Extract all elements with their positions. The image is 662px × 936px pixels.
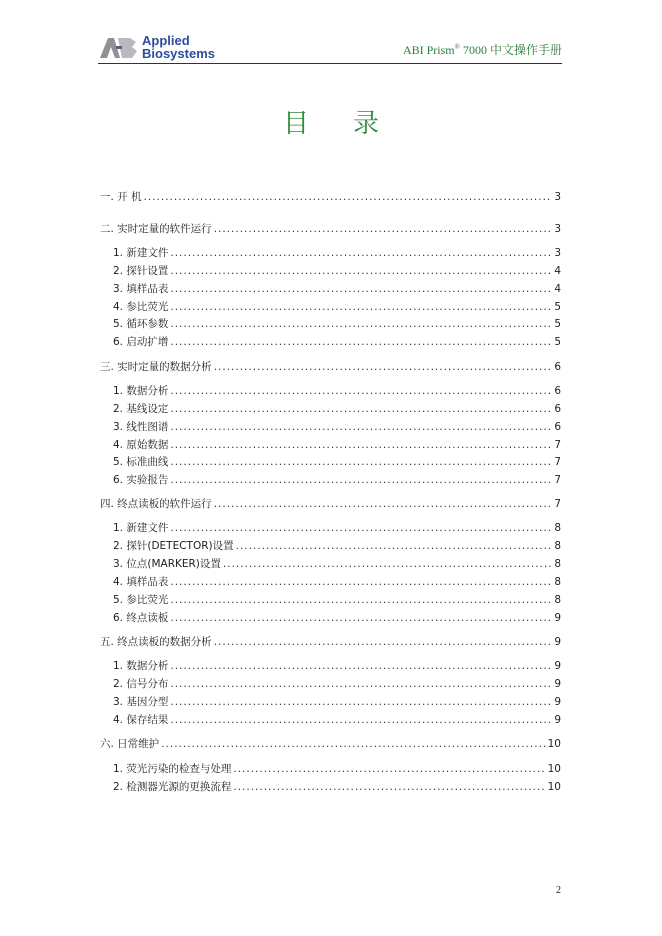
toc-page-number: 8 [554,594,561,606]
toc-page-number: 8 [554,540,561,552]
toc-label: 5. 标准曲线 [113,456,169,468]
toc-label: 5. 参比荧光 [113,594,169,606]
toc-label: 3. 填样品表 [113,283,169,295]
toc-leader-dots [170,264,552,279]
toc-label: 4. 参比荧光 [113,301,169,313]
toc-chapter[interactable] [100,222,561,237]
toc-leader-dots [170,575,552,590]
toc-label: 2. 检测器光源的更换流程 [113,781,232,793]
toc-leader-dots [223,557,552,572]
toc-page-number: 4 [554,283,561,295]
toc-label: 1. 数据分析 [113,660,169,672]
toc-page-number: 5 [554,301,561,313]
toc-label: 6. 终点读板 [113,612,169,624]
toc-page-number: 3 [554,223,561,235]
applied-biosystems-logo [98,33,228,63]
toc-label: 二. 实时定量的软件运行 [100,223,212,235]
toc-leader-dots [170,593,552,608]
toc-section[interactable] [113,384,561,399]
toc-label: 3. 位点(MARKER)设置 [113,558,221,570]
toc-label: 三. 实时定量的数据分析 [100,361,212,373]
toc-leader-dots [170,473,552,488]
toc-leader-dots [214,497,553,512]
toc-section[interactable] [113,557,561,572]
toc-section[interactable] [113,335,561,350]
page-title: 目录 [282,109,423,139]
toc-label: 2. 探针(DETECTOR)设置 [113,540,234,552]
toc-chapter[interactable] [100,635,561,650]
toc-page-number: 8 [554,576,561,588]
toc-page-number: 5 [554,336,561,348]
toc-page-number: 8 [554,558,561,570]
toc-leader-dots [170,420,552,435]
toc-section[interactable] [113,695,561,710]
toc-leader-dots [170,713,552,728]
toc-leader-dots [170,677,552,692]
toc-page-number: 9 [554,612,561,624]
toc-label: 1. 新建文件 [113,522,169,534]
toc-chapter[interactable] [100,737,561,752]
toc-page-number: 5 [554,318,561,330]
toc-label: 1. 数据分析 [113,385,169,397]
toc-label: 1. 新建文件 [113,247,169,259]
toc-section[interactable] [113,677,561,692]
toc-section[interactable] [113,455,561,470]
toc-label: 3. 线性图谱 [113,421,169,433]
toc-label: 4. 填样品表 [113,576,169,588]
page-header [98,33,562,64]
toc-leader-dots [170,335,552,350]
toc-leader-dots [170,695,552,710]
toc-leader-dots [170,246,552,261]
toc-page-number: 8 [554,522,561,534]
toc-page-number: 10 [547,763,561,775]
toc-page-number: 6 [554,421,561,433]
logo-line2: Biosystems [142,46,215,61]
toc-label: 6. 实验报告 [113,474,169,486]
registered-mark: ® [454,43,460,51]
toc-leader-dots [170,300,552,315]
toc-label: 4. 保存结果 [113,714,169,726]
toc-page-number: 10 [547,781,561,793]
toc-page-number: 9 [554,660,561,672]
toc-page-number: 9 [554,696,561,708]
toc-page-number: 3 [554,247,561,259]
toc-section[interactable] [113,438,561,453]
toc-label: 一. 开 机 [100,191,142,203]
toc-section[interactable] [113,317,561,332]
toc-page-number: 9 [554,636,561,648]
toc-label: 五. 终点读板的数据分析 [100,636,212,648]
toc-label: 2. 信号分布 [113,678,169,690]
toc-chapter[interactable] [100,360,561,375]
toc-leader-dots [170,384,552,399]
toc-leader-dots [214,635,553,650]
toc-leader-dots [233,780,545,795]
toc-page-number: 4 [554,265,561,277]
toc-section[interactable] [113,402,561,417]
toc-leader-dots [170,521,552,536]
toc-section[interactable] [113,473,561,488]
toc-leader-dots [233,762,545,777]
toc-section[interactable] [113,282,561,297]
toc-page-number: 9 [554,714,561,726]
logo-line1: Applied [142,33,190,48]
toc-page-number: 7 [554,474,561,486]
toc-section[interactable] [113,780,561,795]
toc-page-number: 6 [554,361,561,373]
toc-label: 2. 基线设定 [113,403,169,415]
toc-leader-dots [144,190,553,205]
toc-section[interactable] [113,521,561,536]
toc-section[interactable] [113,539,561,554]
toc-page-number: 3 [554,191,561,203]
manual-prefix: ABI Prism [402,43,455,57]
toc-page-number: 7 [554,498,561,510]
toc-label: 4. 原始数据 [113,439,169,451]
toc-page-number: 7 [554,456,561,468]
toc-section[interactable] [113,611,561,626]
toc-leader-dots [170,317,552,332]
toc-section[interactable] [113,300,561,315]
manual-suffix: 7000 中文操作手册 [459,43,562,57]
toc-label: 5. 循环参数 [113,318,169,330]
toc-leader-dots [170,402,552,417]
toc-label: 3. 基因分型 [113,696,169,708]
toc-label: 六. 日常维护 [100,738,160,750]
toc-section[interactable] [113,593,561,608]
toc-leader-dots [170,282,552,297]
toc-label: 1. 荧光污染的检查与处理 [113,763,232,775]
toc-section[interactable] [113,762,561,777]
toc-section[interactable] [113,575,561,590]
toc-section[interactable] [113,264,561,279]
toc-label: 6. 启动扩增 [113,336,169,348]
toc-page-number: 6 [554,385,561,397]
toc-page-number: 7 [554,439,561,451]
toc-leader-dots [214,222,553,237]
toc-page-number: 9 [554,678,561,690]
toc-chapter[interactable] [100,497,561,512]
toc-leader-dots [170,455,552,470]
toc-section[interactable] [113,659,561,674]
toc-leader-dots [214,360,553,375]
toc-chapter[interactable] [100,190,561,205]
toc-section[interactable] [113,420,561,435]
toc-label: 四. 终点读板的软件运行 [100,498,212,510]
toc-section[interactable] [113,246,561,261]
manual-title [403,41,562,58]
toc-page-number: 10 [547,738,561,750]
toc-leader-dots [236,539,553,554]
toc-leader-dots [170,438,552,453]
toc-leader-dots [161,737,545,752]
ab-logo-icon [98,36,140,60]
toc-section[interactable] [113,713,561,728]
toc-label: 2. 探针设置 [113,265,169,277]
page-number: 2 [556,885,561,896]
toc-page-number: 6 [554,403,561,415]
toc-leader-dots [170,611,552,626]
toc-leader-dots [170,659,552,674]
